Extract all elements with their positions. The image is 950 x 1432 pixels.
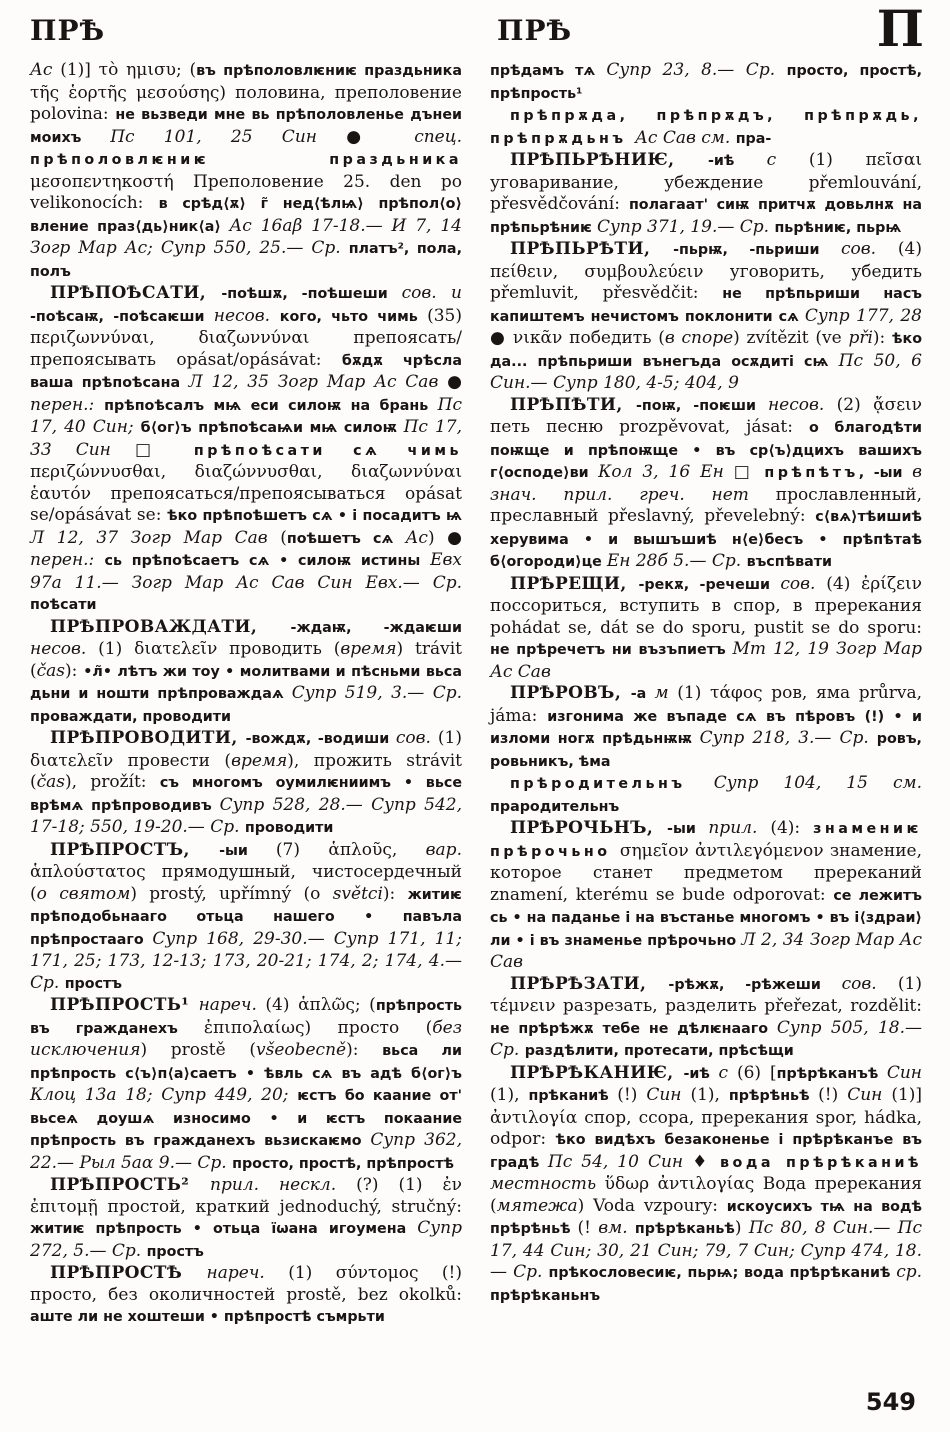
text-run: ѣко видѣхъ безаконенье і прѣрѣканъе въ градѣ: [490, 1132, 922, 1171]
text-run: Пс 50, 6 Син.— Супр 180, 4-5; 404, 9: [490, 350, 922, 393]
text-run: ♦: [692, 1151, 720, 1172]
text-run: время: [340, 639, 397, 659]
page-number: 549: [865, 1388, 916, 1416]
entry-prerochinu: [490, 818, 922, 974]
text-run: ПРѢРОВЪ,: [510, 683, 631, 703]
section-letter: П: [876, 0, 924, 58]
text-run: ) prostě (: [140, 1040, 256, 1060]
text-run: прѣрѣньѣ: [728, 1088, 819, 1104]
text-run: вода прѣрѣканиѣ: [720, 1154, 922, 1171]
text-run: ὕδωρ ἀντιλογίας Вода пререкания (: [490, 1174, 922, 1216]
text-run: všeobecně: [255, 1040, 347, 1060]
text-run: (1) τέμνειν разрезать, разделить přeřezat, rozdělit:: [490, 973, 922, 1016]
text-run: Клоц 13а 18; Супр 449, 20;: [30, 1085, 298, 1105]
text-run: нареч.: [198, 995, 266, 1015]
text-run: в споре: [664, 328, 734, 348]
text-run: světci: [332, 883, 383, 904]
entry-preprostu: [30, 840, 462, 996]
text-run: Мт 12, 19 Зогр Мар Ас Сав: [490, 639, 922, 682]
text-run: простъ: [146, 1243, 204, 1260]
text-run: ѣко прѣпоѣшетъ сѧ • і посадитъ ѩ: [167, 508, 463, 524]
text-run: ѣко да... прѣпьриши вънегъда осѫдиті сѩ: [490, 331, 923, 370]
text-run: (: [280, 527, 287, 548]
text-run: в срѣд⟨ѫ⟩ г̃ нед⟨ѣлѩ⟩ прѣпол⟨о⟩вление праз⟨дь⟩ник⟨а⟩: [30, 196, 462, 235]
text-run: ПРѢПРОСТЬ²: [50, 1175, 210, 1195]
text-run: (4):: [770, 818, 814, 838]
text-run: прѣпоѣсалъ мѩ еси силоѭ на брань: [104, 397, 438, 414]
text-run: (1) διατελεῖν провести (: [30, 728, 463, 771]
text-run: изгонима же въпаде сѧ въ пѣровъ (!) • и изломи ногѫ прѣдьнѭѭ: [490, 708, 922, 747]
text-run: Пс 17, 40 Син;: [30, 394, 462, 437]
text-run: несов.: [213, 305, 280, 326]
text-run: Супр 218, 3.— Ср.: [699, 728, 877, 748]
text-run: о благодѣти поѭще и прѣпоѭще • въ ср⟨ъ⟩дцихъ вашихъ г⟨осподе⟩ви: [490, 420, 923, 481]
text-columns: [30, 60, 922, 1329]
text-run: (7) ἁπλοῦς,: [275, 839, 426, 860]
text-run: Ен 28б 5.— Ср.: [606, 551, 747, 571]
text-run: не прѣпьриши насъ капиштемъ нечистомъ поклонити сѧ: [490, 286, 922, 325]
text-run: Кол 3, 16 Ен: [598, 462, 734, 482]
text-run: -а: [630, 686, 655, 702]
entry-preprovazhdati: [30, 617, 462, 729]
text-run: полагаат' сиѭ притчѫ довьлнѫ на прѣпьрѣниѥ: [490, 197, 922, 236]
entry-preproste: [30, 1263, 462, 1329]
text-run: -ыи: [667, 821, 709, 837]
text-run: прѣродительнъ: [510, 776, 714, 792]
entry-preproste-continuation: [490, 60, 922, 105]
text-run: -рѣжѫ, -рѣжеши: [668, 976, 842, 993]
text-run: простъ: [64, 975, 123, 992]
text-run: Син: [847, 1085, 892, 1105]
text-run: несов.: [30, 639, 99, 659]
text-run: ПРѢПОѢСАТИ,: [50, 283, 222, 303]
text-run: аште ли не хоштеши • прѣпростѣ съмрьти: [30, 1309, 385, 1325]
text-run: сь прѣпоѣсаетъ сѧ • силоѭ истины: [104, 553, 431, 569]
text-run: -иѣ: [683, 1065, 719, 1082]
guide-word-center: ПРѢ: [497, 14, 573, 47]
text-run: -ыи: [219, 842, 276, 859]
text-run: Син: [646, 1085, 691, 1105]
text-run: поѣшетъ сѧ: [286, 530, 406, 547]
text-run: Супр 505, 18.— Ср.: [490, 1017, 922, 1060]
text-run: проваждати, проводити: [30, 708, 231, 725]
text-run: Ас: [30, 60, 61, 80]
text-run: Супр 362, 22.— Рыл 5аα 9.— Ср.: [30, 1130, 462, 1173]
text-run: (2) ᾄσειν петь песню prozpěvovat, jásat:: [490, 394, 922, 437]
text-run: спец.: [414, 126, 462, 147]
entry-preprost-1: [30, 995, 462, 1175]
text-run: прѣдамъ тѧ: [490, 63, 607, 79]
text-run: τῆς ἑορτῆς μεσούσης) половина, преполовение polovina:: [30, 82, 462, 124]
text-run: (1) τάφος ров, яма průrva, jáma:: [490, 683, 922, 726]
text-run: (1)] ἀντιλογία спор, ссора, пререкания spor, hádka, odpor:: [490, 1085, 923, 1149]
text-run: перен.:: [30, 394, 105, 415]
text-run: се лежитъ сь • на паданье і на въстанье многомъ • въ і⟨здраи⟩ли • і въ знаменье прѣрочьно: [490, 887, 922, 949]
text-run: нареч.: [206, 1263, 289, 1283]
text-run: прил. нескл.: [210, 1175, 357, 1195]
text-run: ):: [382, 883, 408, 904]
text-run: Супр 177, 28: [804, 305, 922, 326]
text-run: прил.: [708, 818, 771, 838]
text-run: , -ыи: [858, 465, 913, 481]
text-run: (4) ἁπλῶς; (: [265, 995, 376, 1015]
text-run: не прѣречетъ ни възъпиетъ: [490, 642, 733, 658]
text-run: просто, простѣ, прѣпрость¹: [490, 63, 922, 102]
text-run: ПРѢРѢКАНИѤ,: [510, 1062, 684, 1083]
text-run: čas: [36, 660, 66, 681]
text-run: □: [733, 462, 765, 482]
text-run: (1)] τὸ ημισυ; (: [60, 60, 197, 80]
text-run: μεσοπεντηκοστή Преполовение 25. den po velikonocích:: [30, 171, 462, 213]
text-run: (1) διατελεῖν проводить (: [98, 639, 341, 659]
text-run: ) prostý, upřímný (o: [130, 883, 333, 904]
text-run: (!: [577, 1218, 599, 1238]
text-run: περιζώννυσθαι, διαζώννυσθαι, διαζωννύναι ἑαυτόν препоясаться/препоясываться opásat se/opásávat se:: [30, 462, 462, 525]
text-run: Евх 97а 11.— Зогр Мар Ас Сав Син Евх.— Ср.: [30, 550, 462, 593]
entry-prepeti: [490, 395, 922, 574]
text-run: б⟨ог⟩ъ прѣпоѣсаѩи мѩ силоѭ: [140, 420, 404, 436]
text-run: ) zvítězit (ve: [733, 328, 849, 348]
text-run: ), прожить strávit (: [30, 750, 462, 792]
text-run: перен.:: [30, 550, 105, 570]
text-run: с: [718, 1062, 737, 1083]
text-run: сов.: [840, 239, 898, 259]
text-run: житиѥ прѣпрость • отьца їѡана игоумена: [30, 1221, 418, 1237]
text-run: -ждаѭ, -ждаѥши: [290, 619, 463, 636]
text-run: Ас 16аβ 17-18.— И 7, 14 Зогр Мар Ас; Супр 550, 25.— Ср.: [30, 215, 462, 258]
text-run: ) Voda vzpoury:: [577, 1195, 727, 1216]
text-run: вм.: [598, 1218, 635, 1238]
text-run: (4) ἐρίζειν поссориться, вступить в спор, в пререкания pohádat se, dát se do sporu, pustit se do sporu:: [490, 573, 922, 638]
text-run: -вождѫ, -водиши: [245, 731, 396, 747]
text-run: Супр 272, 5.— Ср.: [30, 1218, 462, 1261]
text-run: въспѣвати: [746, 554, 833, 570]
text-run: проводити: [244, 820, 334, 836]
text-run: прѣканиѣ: [528, 1088, 618, 1104]
text-run: ПРѢПРОСТЪ,: [50, 839, 220, 860]
text-run: Супр 371, 19.— Ср.: [596, 216, 775, 237]
text-run: Супр 104, 15 см.: [713, 773, 922, 793]
entry-preprost-2: [30, 1175, 462, 1263]
entry-prerezati: [490, 974, 922, 1063]
text-run: Ас: [405, 527, 428, 548]
text-run: Пс 54, 10 Син: [547, 1151, 693, 1172]
text-run: вьса ли прѣпрость с⟨ъ⟩п⟨а⟩саетъ • ѣвль сѧ въ адѣ б⟨ог⟩ъ: [30, 1043, 462, 1082]
text-run: прѣпрѫда, прѣпрѫдъ, прѣпрѫдь, прѣпрѫдьнъ: [490, 108, 922, 147]
text-run: с: [766, 150, 809, 170]
text-run: местность: [490, 1174, 605, 1194]
text-run: прѣрѣканьѣ: [634, 1221, 735, 1237]
text-run: сов. и: [401, 283, 462, 303]
text-run: ПРѢРѢЗАТИ,: [510, 973, 669, 994]
entry-prepojasati: [30, 283, 462, 617]
text-run: Супр 519, 3.— Ср.: [291, 683, 462, 703]
text-run: прѣпоѣсати сѧ чимь: [193, 442, 463, 459]
entry-prerovu: [490, 683, 922, 773]
text-run: Супр 168, 29-30.— Супр 171, 11; 171, 25; 173, 12-13; 173, 20-21; 174, 2; 174, 4.— Ср.: [30, 928, 462, 993]
text-run: въ прѣполовлѥниѥ праздьника: [196, 63, 462, 79]
text-run: Пс 101, 25 Син: [110, 126, 347, 147]
guide-word-left: ПРѢ: [30, 14, 106, 47]
text-run: σημεῖον ἀντιλεγόμενον знамение, которое станет предметом пререканий znamení, kterému se bude odporovat:: [490, 840, 922, 905]
text-run: платъ², пола, полъ: [30, 241, 462, 280]
entry-prerekanije: [490, 1063, 922, 1308]
text-run: прѣрѣканьнъ: [490, 1287, 601, 1304]
text-run: прѣполовлѥниѥ праздьника: [30, 152, 462, 168]
text-run: прѣкословесиѥ, пьрѩ; вода прѣрѣканиѣ: [548, 1265, 897, 1281]
text-run: Ас Сав см.: [635, 127, 736, 148]
text-run: ПРѢПРОСТѢ: [50, 1263, 207, 1283]
text-run: пьрѣниѥ, пьрѩ: [774, 219, 902, 236]
text-run: сов.: [780, 573, 827, 594]
entry-prepolovljenije-continuation: [30, 60, 462, 283]
text-run: сов.: [395, 728, 438, 748]
text-run: -поѣшѫ, -поѣшеши: [221, 286, 402, 302]
text-run: Пс 80, 8 Син.— Пс 17, 44 Син; 30, 21 Син; 79, 7 Син; Супр 474, 18.— Ср.: [490, 1218, 923, 1282]
text-run: просто, простѣ, прѣпростѣ: [232, 1155, 455, 1172]
text-run: съ многомъ оумилѥниимъ • вьсе врѣмѧ прѣпроводивъ: [30, 775, 462, 814]
text-run: несов.: [767, 394, 837, 415]
text-run: (!): [617, 1085, 647, 1105]
text-run: ):: [346, 1040, 383, 1060]
text-run: сов.: [841, 973, 898, 994]
text-run: -поѣсаѭ, -поѣсаѥши: [30, 308, 214, 325]
text-run: (6) [: [736, 1062, 777, 1083]
text-run: -пьрѭ, -пьриши: [673, 242, 841, 258]
text-run: ) trávit (: [30, 639, 462, 681]
text-run: (1),: [490, 1085, 529, 1105]
text-run: без исключения: [30, 1017, 462, 1060]
text-run: ПРѢПѢТИ,: [510, 394, 636, 415]
entry-prepyrenije: [490, 150, 922, 239]
text-run: прародительнъ: [490, 798, 620, 815]
text-run: •л̃• лѣтъ жи тоу • молитвами и пѣсньми вьса дьни и ношти прѣпроваждаѧ: [30, 663, 462, 702]
text-run: пра-: [735, 130, 772, 147]
text-run: -поѭ, -поѥши: [635, 397, 768, 414]
text-run: ПРѢПРОСТЬ¹: [50, 995, 199, 1015]
right-column: [490, 60, 922, 1329]
text-run: Л 2, 34 Зогр Мар Ас Сав: [490, 929, 922, 972]
text-run: м: [654, 683, 678, 703]
text-run: ):: [65, 660, 84, 681]
text-run: с⟨вѧ⟩тѣишиѣ херувима • и вышъшиѣ н⟨е⟩бесъ • прѣпѣтаѣ б⟨огороди⟩це: [490, 509, 922, 570]
text-run: Л 12, 35 Зогр Мар Ас Сав: [188, 372, 448, 392]
entry-preprqda-crossref: [490, 105, 922, 150]
text-run: прѣпѣтъ: [764, 465, 859, 481]
entry-prereshti: [490, 574, 922, 684]
text-run: ровъ, ровьникъ, ѣма: [490, 731, 922, 770]
text-run: поѣсати: [30, 597, 97, 613]
text-run: житиѥ прѣподобьнааго отьца нашего • павъла прѣпростааго: [30, 886, 463, 948]
text-run: ПРѢПРОВОДИТИ,: [50, 728, 246, 748]
text-run: (1) σύντομος (!) просто, без околичностей prostě, bez okolků:: [30, 1263, 462, 1305]
text-run: při: [848, 328, 873, 348]
entry-preroditelinu-crossref: [490, 773, 922, 818]
text-run: ●: [447, 372, 462, 392]
text-run: раздѣлити, протесати, прѣсѣщи: [524, 1043, 794, 1059]
entry-preprovoditi: [30, 728, 462, 840]
text-run: прѣпрость въ гражданехъ: [30, 998, 462, 1037]
text-run: не прѣрѣжѫ тебе не дѣлѥнааго: [490, 1020, 777, 1037]
text-run: (!): [818, 1085, 848, 1105]
text-run: бѫдѫ чрѣсла ваша прѣпоѣсана: [30, 352, 462, 391]
text-run: знамениѥ прѣрочьно: [490, 821, 922, 860]
text-run: вар.: [425, 839, 462, 860]
text-run: (1),: [690, 1085, 729, 1105]
text-run: ѥстъ бо каание от' вьсеѧ доушѧ износимо • и ѥстъ покаание прѣпрость въ гражданехъ вьзискаѥмо: [30, 1088, 462, 1149]
text-run: Пс 17, 33 Син: [30, 417, 462, 460]
text-run: -иѣ: [707, 153, 767, 169]
text-run: (35) περιζωννύναι, διαζωννύναι препоясать/препоясывать opásat/opásávat:: [30, 305, 462, 370]
text-run: ПРѢПРОВАЖДАТИ,: [50, 616, 291, 637]
text-run: прѣрѣканъѣ: [776, 1065, 887, 1082]
text-run: мятежа: [496, 1195, 578, 1216]
text-run: ●: [346, 126, 415, 147]
text-run: кого, чьто чимь: [279, 308, 428, 325]
text-run: ПРѢПЬРѢНИѤ,: [510, 150, 708, 170]
text-run: прославленный, преславный přeslavný, převelebný:: [490, 484, 922, 526]
text-run: (1) πεῖσαι уговаривание, убеждение přemlouvání, přesvědčování:: [490, 150, 922, 214]
text-run: □: [134, 439, 194, 460]
text-run: Син: [886, 1062, 922, 1083]
text-run: не вьзведи мне вь прѣполовленье дънеи моихъ: [30, 107, 463, 146]
text-run: о святом: [36, 883, 131, 904]
text-run: ПРѢПЬРѢТИ,: [510, 239, 674, 259]
text-run: ἁπλούστατος прямодушный, чистосердечный (: [30, 862, 462, 904]
text-run: ): [734, 1218, 749, 1238]
text-run: ἐπιπολαίως) просто (: [203, 1017, 433, 1038]
text-run: искоусихъ тѩ на водѣ прѣрѣньѣ: [490, 1198, 922, 1237]
text-run: ПРѢРЕЩИ,: [510, 573, 639, 594]
text-run: ● νικᾶν победить (: [490, 328, 665, 348]
text-run: (4) πείθειν, συμβουλεύειν уговорить, убедить přemluvit, přesvědčit:: [490, 239, 922, 303]
text-run: время: [231, 750, 288, 771]
text-run: (?) (1) ἐν ἐπιτομῇ простой, краткий jednoduchý, stručný:: [30, 1175, 462, 1217]
text-run: Л 12, 37 Зогр Мар Сав: [30, 527, 281, 548]
text-run: Супр 528, 28.— Супр 542, 17-18; 550, 19-20.— Ср.: [30, 794, 462, 837]
text-run: в знач. прил. греч. нет: [490, 462, 922, 505]
text-run: Супр 23, 8.— Ср.: [606, 60, 787, 80]
text-run: čas: [36, 772, 66, 792]
text-run: ):: [872, 328, 893, 348]
text-run: ПРѢРОЧЬНЪ,: [510, 818, 668, 838]
text-run: -рекѫ, -речеши: [638, 576, 781, 593]
text-run: ср.: [896, 1262, 922, 1282]
entry-prepyreti: [490, 239, 922, 395]
left-column: [30, 60, 462, 1329]
text-run: ), prožít:: [65, 772, 160, 792]
text-run: ) ●: [427, 527, 463, 548]
